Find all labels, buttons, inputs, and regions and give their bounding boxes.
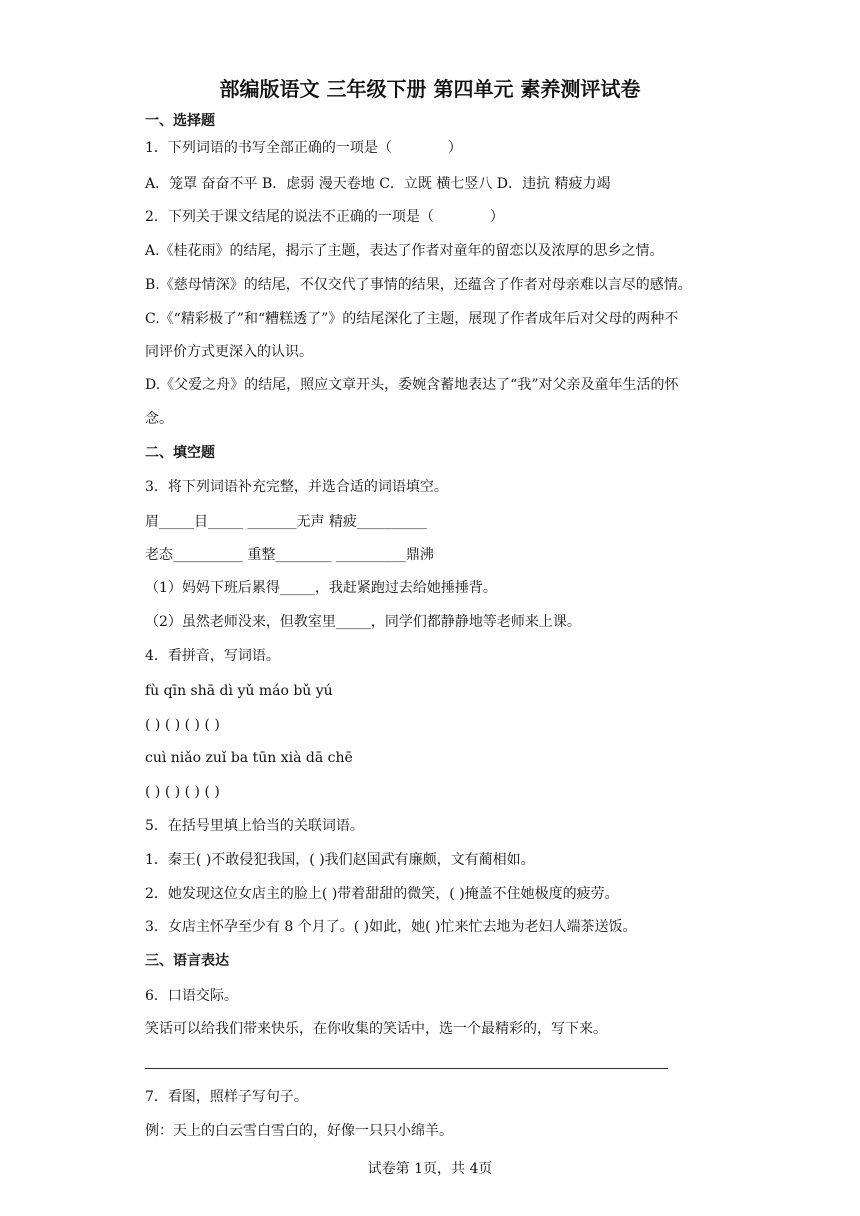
question-prompt: 笑话可以给我们带来快乐，在你收集的笑话中，选一个最精彩的，写下来。 bbox=[145, 1021, 607, 1037]
question-text: 6．口语交际。 bbox=[145, 988, 238, 1004]
question-text: 4．看拼音，写词语。 bbox=[145, 648, 280, 664]
answer-options: A．笼罩 奋奋不平 B．虑弱 漫天卷地 C．立既 横七竖八 D．违抗 精疲力竭 bbox=[145, 176, 611, 192]
answer-brackets-row: ( ) ( ) ( ) ( ) bbox=[145, 717, 220, 733]
answer-option: B.《慈母情深》的结尾，不仅交代了事情的结果，还蕴含了作者对母亲难以言尽的感情。 bbox=[145, 277, 692, 293]
page-footer: 试卷第 1页，共 4页 bbox=[367, 1161, 493, 1177]
example-sentence: 例：天上的白云雪白雪白的，好像一只只小绵羊。 bbox=[145, 1123, 453, 1139]
fill-blank-sentence: 2．她发现这位女店主的脸上( )带着甜甜的微笑，( )掩盖不住她极度的疲劳。 bbox=[145, 886, 619, 902]
pinyin-row: fù qīn shā dì yǔ máo bǔ yú bbox=[145, 683, 333, 699]
answer-option: A.《桂花雨》的结尾，揭示了主题，表达了作者对童年的留恋以及浓厚的思乡之情。 bbox=[145, 243, 664, 259]
answer-option: D.《父爱之舟》的结尾，照应文章开头，委婉含蓄地表达了“我”对父亲及童年生活的怀 bbox=[145, 377, 679, 393]
page-title: 部编版语文 三年级下册 第四单元 素养测评试卷 bbox=[219, 77, 641, 101]
section-heading: 一、选择题 bbox=[145, 113, 215, 129]
answer-line bbox=[145, 1068, 668, 1069]
fill-blank-row: 眉_____目_____ _______无声 精疲__________ bbox=[145, 514, 427, 530]
fill-blank-sentence: （1）妈妈下班后累得_____，我赶紧跑过去给她捶捶背。 bbox=[145, 580, 497, 596]
fill-blank-sentence: 1．秦王( )不敢侵犯我国，( )我们赵国武有廉颇，文有蔺相如。 bbox=[145, 852, 535, 868]
answer-option: C.《“精彩极了”和“糟糕透了”》的结尾深化了主题，展现了作者成年后对父母的两种不 bbox=[145, 311, 679, 327]
question-text: 5．在括号里填上恰当的关联词语。 bbox=[145, 818, 364, 834]
question-text: 3．将下列词语补充完整，并选合适的词语填空。 bbox=[145, 479, 448, 495]
answer-brackets-row: ( ) ( ) ( ) ( ) bbox=[145, 784, 220, 800]
fill-blank-sentence: 3．女店主怀孕至少有 8 个月了。( )如此，她( )忙来忙去地为老妇人端茶送饭。 bbox=[145, 919, 637, 935]
question-text: 7．看图，照样子写句子。 bbox=[145, 1089, 308, 1105]
fill-blank-row: 老态__________ 重整________ __________鼎沸 bbox=[145, 547, 434, 563]
section-heading: 二、填空题 bbox=[145, 445, 215, 461]
answer-option-continued: 念。 bbox=[145, 411, 173, 427]
fill-blank-sentence: （2）虽然老师没来，但教室里_____，同学们都静静地等老师来上课。 bbox=[145, 614, 581, 630]
question-text: 2．下列关于课文结尾的说法不正确的一项是（ ） bbox=[145, 209, 504, 225]
pinyin-row: cuì niǎo zuǐ ba tūn xià dā chē bbox=[145, 750, 353, 766]
section-heading: 三、语言表达 bbox=[145, 953, 229, 969]
answer-option-continued: 同评价方式更深入的认识。 bbox=[145, 344, 313, 360]
question-text: 1．下列词语的书写全部正确的一项是（ ） bbox=[145, 140, 462, 156]
